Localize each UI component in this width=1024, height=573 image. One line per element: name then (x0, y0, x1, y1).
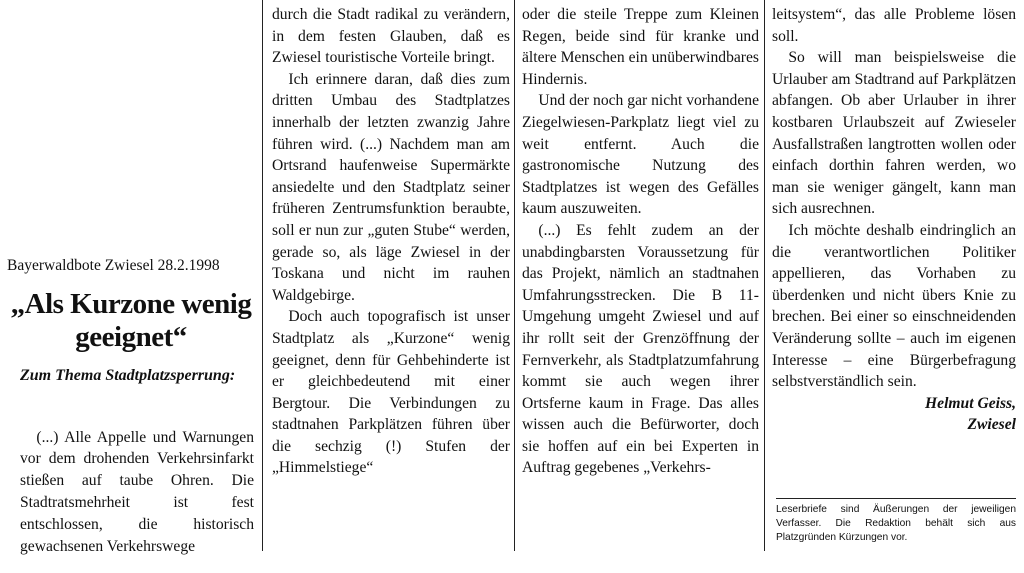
paragraph: So will man beispielsweise die Urlauber am Stadtrand auf Parkplätzen abfangen. Ob aber Urlauber in ihrer kostbaren Urlaubszeit auf Zwieseler Ausfallstraßen langtrotten wollen oder einfach dorthin fahren werden, wo man sie weniger gängelt, kann man sich ausrechnen. (772, 49, 1016, 218)
headline: „Als Kurzone wenig geeignet“ (10, 288, 252, 353)
paragraph: Und der noch gar nicht vorhandene Ziegelwiesen-Parkplatz liegt viel zu weit entfernt. Auch die gastronomische Nutzung des Stadtplatzes ist wegen des Gefälles kaum auszuweiten. (522, 92, 759, 218)
signature-name: Helmut Geiss, (925, 394, 1016, 412)
paragraph: Doch auch topografisch ist unser Stadtplatz als „Kurzone“ wenig geeignet, denn für Gehbehinderte ist er gleichbedeutend mit einer Bergtour. Die Verbindungen zu stadtnahen Parkplätzen führen über die sechzig (!) Stufen der „Himmelstiege“ (272, 308, 510, 477)
disclaimer: Leserbriefe sind Äußerungen der jeweiligen Verfasser. Die Redaktion behält sich aus Platzgründen Kürzungen vor. (776, 498, 1016, 545)
paragraph: (...) Alle Appelle und Warnungen vor dem drohenden Verkehrsinfarkt stießen auf taube Ohren. Die Stadtratsmehrheit ist fest entschlossen, die historisch gewachsenen Verkehrswege (20, 428, 254, 555)
column-rule-2 (514, 0, 515, 551)
paragraph: durch die Stadt radikal zu verändern, in dem festen Glauben, daß es Zwiesel touristische Vorteile bringt. (272, 6, 510, 67)
column-3 (522, 4, 759, 479)
kicker: Zum Thema Stadtplatzsperrung: (20, 367, 236, 384)
column-rule-1 (262, 0, 263, 551)
column-2 (272, 4, 510, 479)
paragraph: Ich möchte deshalb eindringlich an die verantwortlichen Politiker appellieren, das Vorhaben zu überdenken und nicht übers Knie zu brechen. Bei einer so einschneidenden Veränderung sollte – auch im eigenen Interesse – eine Bürgerbefragung selbstverständlich sein. (772, 221, 1016, 391)
paragraph: leitsystem“, das alle Probleme lösen soll. (772, 6, 1016, 45)
paragraph: (...) Es fehlt zudem an der unabdingbarsten Voraussetzung für das Projekt, nämlich an stadtnahen Umfahrungsstrecken. Die B 11-Umgehung umgeht Zwiesel und auf ihr rollt seit der Grenzöffnung der Fernverkehr, als Stadtplatzumfahrung kommt sie auch wegen ihrer Ortsferne kaum in Frage. Das alles wissen auch die Befürworter, doch sie hoffen auf ein bei Experten in Auftrag gegebenes „Verkehrs- (522, 221, 759, 477)
paragraph: oder die steile Treppe zum Kleinen Regen, beide sind für kranke und ältere Menschen ein unüberwindbares Hindernis. (522, 6, 759, 88)
paragraph: Ich erinnere daran, daß dies zum dritten Umbau des Stadtplatzes innerhalb der letzten zwanzig Jahre führen wird. (...) Nachdem man am Ortsrand haufenweise Supermärkte ansiedelte und den Stadtplatz seiner früheren Zentrumsfunktion beraubte, soll er nun zur „guten Stube“ werden, gerade so, als läge Zwiesel in der Toskana und nicht im rauhen Waldgebirge. (272, 70, 510, 304)
column-4 (772, 4, 1016, 436)
column-1-text (20, 411, 254, 573)
column-rule-3 (764, 0, 765, 551)
source-line: Bayerwaldbote Zwiesel 28.2.1998 (7, 257, 220, 274)
signature-place: Zwiesel (967, 416, 1016, 434)
